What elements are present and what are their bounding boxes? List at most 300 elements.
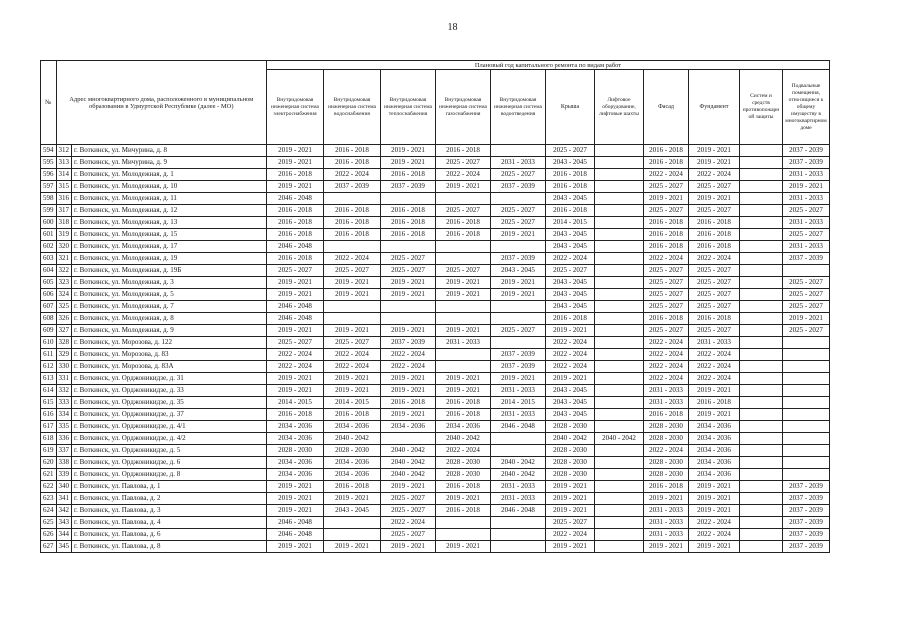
row-year-cell: 2022 - 2024 [546, 337, 595, 349]
row-year-cell: 2031 - 2033 [783, 169, 830, 181]
row-year-cell: 2031 - 2033 [644, 505, 689, 517]
row-year-cell: 2016 - 2018 [436, 229, 491, 241]
row-year-cell: 2037 - 2039 [783, 517, 830, 529]
row-address: г. Воткинск, ул. Молодежная, д. 12 [72, 205, 267, 217]
row-year-cell [740, 397, 783, 409]
table-row [41, 349, 830, 361]
row-year-cell: 2037 - 2039 [381, 337, 436, 349]
row-year-cell: 2031 - 2033 [783, 241, 830, 253]
row-year-cell: 2022 - 2024 [267, 361, 324, 373]
row-year-cell [595, 349, 644, 361]
row-number: 623 [41, 493, 57, 505]
row-year-cell: 2019 - 2021 [436, 325, 491, 337]
row-year-cell: 2025 - 2027 [491, 325, 546, 337]
row-year-cell: 2019 - 2021 [783, 313, 830, 325]
row-address: г. Воткинск, ул. Молодежная, д. 1 [72, 169, 267, 181]
row-year-cell: 2025 - 2027 [783, 277, 830, 289]
row-year-cell: 2034 - 2036 [689, 457, 740, 469]
row-year-cell: 2016 - 2018 [436, 397, 491, 409]
row-year-cell: 2043 - 2045 [491, 265, 546, 277]
row-year-cell: 2019 - 2021 [381, 277, 436, 289]
row-year-cell: 2019 - 2021 [324, 541, 381, 553]
row-year-cell: 2043 - 2045 [546, 397, 595, 409]
row-year-cell [491, 529, 546, 541]
row-mo-number: 326 [56, 313, 72, 325]
row-year-cell: 2046 - 2048 [267, 517, 324, 529]
row-number: 601 [41, 229, 57, 241]
row-year-cell: 2040 - 2042 [381, 445, 436, 457]
row-year-cell [740, 409, 783, 421]
row-year-cell [436, 313, 491, 325]
row-address: г. Воткинск, ул. Морозова, д. 83А [72, 361, 267, 373]
row-address: г. Воткинск, ул. Орджоникидзе, д. 8 [72, 469, 267, 481]
row-mo-number: 334 [56, 409, 72, 421]
table-row [41, 277, 830, 289]
row-year-cell: 2031 - 2033 [689, 337, 740, 349]
row-year-cell [783, 397, 830, 409]
row-year-cell [740, 157, 783, 169]
row-year-cell: 2025 - 2027 [644, 325, 689, 337]
row-year-cell [740, 445, 783, 457]
row-year-cell: 2031 - 2033 [644, 517, 689, 529]
row-year-cell [740, 229, 783, 241]
row-year-cell: 2025 - 2027 [381, 505, 436, 517]
row-year-cell: 2016 - 2018 [436, 505, 491, 517]
row-year-cell: 2040 - 2042 [381, 457, 436, 469]
row-number: 625 [41, 517, 57, 529]
row-year-cell: 2016 - 2018 [689, 217, 740, 229]
row-number: 599 [41, 205, 57, 217]
row-year-cell: 2025 - 2027 [324, 265, 381, 277]
row-year-cell: 2031 - 2033 [491, 493, 546, 505]
header-col-water-supply: Внутридомовая инженерная система водоснабжения [324, 70, 381, 145]
row-year-cell: 2046 - 2048 [491, 421, 546, 433]
row-year-cell: 2019 - 2021 [689, 145, 740, 157]
table-row [41, 505, 830, 517]
row-year-cell: 2022 - 2024 [381, 349, 436, 361]
row-address: г. Воткинск, ул. Молодежная, д. 11 [72, 193, 267, 205]
row-year-cell: 2043 - 2045 [546, 385, 595, 397]
row-mo-number: 317 [56, 205, 72, 217]
row-year-cell: 2028 - 2030 [546, 469, 595, 481]
row-year-cell: 2019 - 2021 [267, 277, 324, 289]
row-address: г. Воткинск, ул. Павлова, д. 6 [72, 529, 267, 541]
row-year-cell: 2016 - 2018 [381, 169, 436, 181]
row-year-cell: 2019 - 2021 [267, 385, 324, 397]
row-year-cell [740, 337, 783, 349]
row-year-cell [381, 193, 436, 205]
row-number: 607 [41, 301, 57, 313]
row-year-cell [491, 313, 546, 325]
row-year-cell: 2022 - 2024 [689, 349, 740, 361]
table-row [41, 289, 830, 301]
row-year-cell [595, 289, 644, 301]
row-year-cell [740, 361, 783, 373]
row-year-cell: 2031 - 2033 [644, 397, 689, 409]
row-address: г. Воткинск, ул. Павлова, д. 1 [72, 481, 267, 493]
table-row [41, 145, 830, 157]
row-number: 602 [41, 241, 57, 253]
row-number: 616 [41, 409, 57, 421]
row-year-cell: 2019 - 2021 [491, 277, 546, 289]
row-year-cell: 2016 - 2018 [689, 241, 740, 253]
row-year-cell: 2019 - 2021 [491, 229, 546, 241]
row-year-cell: 2016 - 2018 [267, 217, 324, 229]
row-year-cell: 2022 - 2024 [436, 169, 491, 181]
row-year-cell: 2025 - 2027 [381, 493, 436, 505]
row-year-cell: 2016 - 2018 [436, 481, 491, 493]
row-year-cell [595, 397, 644, 409]
row-number: 613 [41, 373, 57, 385]
row-year-cell: 2025 - 2027 [783, 229, 830, 241]
row-year-cell: 2046 - 2048 [267, 313, 324, 325]
row-year-cell: 2016 - 2018 [644, 241, 689, 253]
row-year-cell: 2019 - 2021 [267, 493, 324, 505]
row-year-cell [491, 241, 546, 253]
header-col-gas: Внутридомовая инженерная система газоснабжения [436, 70, 491, 145]
row-year-cell [595, 493, 644, 505]
row-year-cell [595, 421, 644, 433]
row-year-cell: 2043 - 2045 [324, 505, 381, 517]
row-year-cell: 2016 - 2018 [324, 481, 381, 493]
row-address: г. Воткинск, ул. Молодежная, д. 13 [72, 217, 267, 229]
row-year-cell: 2022 - 2024 [644, 361, 689, 373]
header-col-roof: Крыша [546, 70, 595, 145]
row-year-cell: 2031 - 2033 [491, 481, 546, 493]
row-year-cell: 2022 - 2024 [689, 253, 740, 265]
row-year-cell [740, 433, 783, 445]
row-year-cell: 2034 - 2036 [381, 421, 436, 433]
row-year-cell: 2025 - 2027 [436, 265, 491, 277]
row-year-cell: 2019 - 2021 [689, 409, 740, 421]
header-address: Адрес многоквартирного дома, расположенного в муниципальном образовании в Удмуртской Республике (далее - МО) [56, 61, 267, 145]
row-year-cell: 2040 - 2042 [436, 433, 491, 445]
row-year-cell: 2016 - 2018 [324, 145, 381, 157]
row-year-cell [595, 445, 644, 457]
row-year-cell: 2040 - 2042 [324, 433, 381, 445]
row-number: 617 [41, 421, 57, 433]
row-year-cell [595, 241, 644, 253]
row-mo-number: 314 [56, 169, 72, 181]
row-year-cell: 2016 - 2018 [324, 229, 381, 241]
table-row [41, 205, 830, 217]
row-year-cell: 2034 - 2036 [689, 433, 740, 445]
row-number: 598 [41, 193, 57, 205]
row-year-cell: 2019 - 2021 [436, 541, 491, 553]
row-year-cell: 2037 - 2039 [491, 253, 546, 265]
row-year-cell [595, 301, 644, 313]
row-year-cell: 2022 - 2024 [644, 349, 689, 361]
header-col-heating: Внутридомовая инженерная система теплоснабжения [381, 70, 436, 145]
row-number: 595 [41, 157, 57, 169]
row-address: г. Воткинск, ул. Павлова, д. 2 [72, 493, 267, 505]
row-year-cell [783, 445, 830, 457]
row-year-cell: 2025 - 2027 [644, 289, 689, 301]
row-year-cell: 2025 - 2027 [324, 337, 381, 349]
row-mo-number: 318 [56, 217, 72, 229]
row-year-cell: 2019 - 2021 [324, 325, 381, 337]
row-year-cell [740, 529, 783, 541]
row-year-cell: 2022 - 2024 [546, 253, 595, 265]
row-year-cell [740, 265, 783, 277]
row-number: 596 [41, 169, 57, 181]
row-year-cell: 2034 - 2036 [689, 469, 740, 481]
row-address: г. Воткинск, ул. Орджоникидзе, д. 4/1 [72, 421, 267, 433]
row-number: 611 [41, 349, 57, 361]
row-year-cell: 2025 - 2027 [546, 265, 595, 277]
row-year-cell: 2016 - 2018 [267, 229, 324, 241]
row-year-cell [324, 193, 381, 205]
row-year-cell [740, 181, 783, 193]
row-year-cell: 2019 - 2021 [267, 325, 324, 337]
row-year-cell: 2025 - 2027 [644, 181, 689, 193]
row-year-cell [324, 529, 381, 541]
row-year-cell: 2028 - 2030 [644, 421, 689, 433]
row-year-cell [324, 301, 381, 313]
row-year-cell [491, 337, 546, 349]
row-year-cell: 2025 - 2027 [644, 265, 689, 277]
row-address: г. Воткинск, ул. Мичурина, д. 8 [72, 145, 267, 157]
row-year-cell: 2034 - 2036 [267, 457, 324, 469]
row-year-cell: 2019 - 2021 [689, 493, 740, 505]
row-year-cell [436, 529, 491, 541]
row-year-cell [740, 145, 783, 157]
row-year-cell: 2022 - 2024 [436, 445, 491, 457]
row-year-cell: 2014 - 2015 [491, 397, 546, 409]
row-number: 600 [41, 217, 57, 229]
row-year-cell: 2016 - 2018 [546, 169, 595, 181]
row-year-cell [595, 325, 644, 337]
row-year-cell: 2037 - 2039 [783, 481, 830, 493]
row-address: г. Воткинск, ул. Павлова, д. 3 [72, 505, 267, 517]
row-year-cell: 2040 - 2042 [595, 433, 644, 445]
row-year-cell: 2025 - 2027 [783, 205, 830, 217]
row-year-cell [381, 301, 436, 313]
row-year-cell: 2037 - 2039 [324, 181, 381, 193]
row-address: г. Воткинск, ул. Молодежная, д. 15 [72, 229, 267, 241]
row-year-cell: 2019 - 2021 [267, 157, 324, 169]
row-mo-number: 319 [56, 229, 72, 241]
row-year-cell [595, 337, 644, 349]
row-year-cell: 2016 - 2018 [267, 205, 324, 217]
row-year-cell: 2037 - 2039 [783, 253, 830, 265]
row-year-cell [783, 433, 830, 445]
row-year-cell: 2025 - 2027 [689, 181, 740, 193]
row-number: 618 [41, 433, 57, 445]
row-year-cell [324, 313, 381, 325]
row-year-cell [595, 253, 644, 265]
row-year-cell: 2025 - 2027 [689, 277, 740, 289]
row-address: г. Воткинск, ул. Молодежная, д. 9 [72, 325, 267, 337]
row-year-cell: 2016 - 2018 [381, 229, 436, 241]
row-year-cell: 2037 - 2039 [491, 181, 546, 193]
row-address: г. Воткинск, ул. Молодежная, д. 7 [72, 301, 267, 313]
header-plan-group: Плановый год капитального ремонта по видам работ [267, 61, 830, 70]
table-row [41, 373, 830, 385]
row-year-cell: 2028 - 2030 [546, 445, 595, 457]
row-year-cell: 2022 - 2024 [324, 349, 381, 361]
row-year-cell: 2019 - 2021 [689, 157, 740, 169]
row-number: 624 [41, 505, 57, 517]
row-year-cell: 2031 - 2033 [491, 409, 546, 421]
row-year-cell: 2016 - 2018 [381, 397, 436, 409]
row-year-cell [491, 433, 546, 445]
row-mo-number: 322 [56, 265, 72, 277]
row-mo-number: 325 [56, 301, 72, 313]
row-year-cell [740, 313, 783, 325]
row-year-cell [595, 193, 644, 205]
row-year-cell [740, 193, 783, 205]
row-year-cell: 2040 - 2042 [381, 469, 436, 481]
row-year-cell: 2019 - 2021 [491, 289, 546, 301]
row-number: 606 [41, 289, 57, 301]
row-year-cell [595, 373, 644, 385]
row-year-cell [436, 517, 491, 529]
row-year-cell: 2025 - 2027 [783, 301, 830, 313]
row-year-cell [491, 445, 546, 457]
row-year-cell [740, 217, 783, 229]
row-number: 609 [41, 325, 57, 337]
row-address: г. Воткинск, ул. Молодежная, д. 5 [72, 289, 267, 301]
table-row [41, 541, 830, 553]
row-year-cell [595, 157, 644, 169]
row-year-cell: 2019 - 2021 [689, 481, 740, 493]
row-year-cell: 2022 - 2024 [644, 373, 689, 385]
row-year-cell: 2019 - 2021 [546, 325, 595, 337]
row-year-cell: 2025 - 2027 [644, 205, 689, 217]
row-address: г. Воткинск, ул. Павлова, д. 4 [72, 517, 267, 529]
row-year-cell: 2037 - 2039 [783, 505, 830, 517]
capital-repair-table [40, 60, 830, 553]
row-year-cell: 2019 - 2021 [324, 289, 381, 301]
row-year-cell: 2028 - 2030 [644, 433, 689, 445]
row-year-cell: 2028 - 2030 [324, 445, 381, 457]
row-mo-number: 336 [56, 433, 72, 445]
row-year-cell: 2031 - 2033 [436, 337, 491, 349]
row-year-cell: 2016 - 2018 [436, 217, 491, 229]
row-year-cell: 2016 - 2018 [324, 157, 381, 169]
row-year-cell [740, 253, 783, 265]
row-year-cell: 2016 - 2018 [324, 217, 381, 229]
row-year-cell: 2028 - 2030 [644, 457, 689, 469]
table-row [41, 529, 830, 541]
row-year-cell: 2019 - 2021 [324, 493, 381, 505]
table-row [41, 517, 830, 529]
row-year-cell: 2019 - 2021 [267, 181, 324, 193]
row-year-cell: 2016 - 2018 [644, 217, 689, 229]
row-year-cell [595, 205, 644, 217]
row-year-cell: 2022 - 2024 [644, 169, 689, 181]
row-year-cell: 2025 - 2027 [491, 217, 546, 229]
row-year-cell [740, 289, 783, 301]
row-year-cell: 2016 - 2018 [644, 157, 689, 169]
row-year-cell: 2019 - 2021 [491, 373, 546, 385]
row-year-cell: 2046 - 2048 [267, 193, 324, 205]
row-number: 605 [41, 277, 57, 289]
row-year-cell [324, 241, 381, 253]
row-year-cell: 2019 - 2021 [436, 181, 491, 193]
row-mo-number: 332 [56, 385, 72, 397]
row-mo-number: 338 [56, 457, 72, 469]
row-year-cell: 2019 - 2021 [267, 505, 324, 517]
table-row [41, 445, 830, 457]
row-year-cell [740, 277, 783, 289]
row-year-cell: 2022 - 2024 [689, 373, 740, 385]
row-number: 594 [41, 145, 57, 157]
row-year-cell: 2019 - 2021 [689, 385, 740, 397]
row-year-cell: 2037 - 2039 [491, 361, 546, 373]
row-year-cell: 2019 - 2021 [689, 541, 740, 553]
row-year-cell [783, 469, 830, 481]
row-address: г. Воткинск, ул. Морозова, д. 122 [72, 337, 267, 349]
row-year-cell: 2028 - 2030 [436, 469, 491, 481]
row-address: г. Воткинск, ул. Павлова, д. 8 [72, 541, 267, 553]
row-year-cell: 2019 - 2021 [381, 145, 436, 157]
table-row [41, 325, 830, 337]
row-year-cell [595, 169, 644, 181]
row-year-cell: 2043 - 2045 [546, 409, 595, 421]
row-year-cell [783, 373, 830, 385]
row-year-cell: 2034 - 2036 [267, 421, 324, 433]
row-year-cell: 2043 - 2045 [546, 301, 595, 313]
row-year-cell: 2037 - 2039 [381, 181, 436, 193]
row-year-cell: 2022 - 2024 [546, 349, 595, 361]
row-year-cell: 2019 - 2021 [436, 493, 491, 505]
row-year-cell: 2037 - 2039 [491, 349, 546, 361]
row-mo-number: 342 [56, 505, 72, 517]
table-row [41, 229, 830, 241]
row-year-cell: 2046 - 2048 [491, 505, 546, 517]
row-year-cell: 2034 - 2036 [324, 421, 381, 433]
row-year-cell [595, 265, 644, 277]
row-mo-number: 320 [56, 241, 72, 253]
row-year-cell [783, 361, 830, 373]
row-year-cell: 2022 - 2024 [324, 169, 381, 181]
table-row [41, 313, 830, 325]
row-address: г. Воткинск, ул. Орджоникидзе, д. 37 [72, 409, 267, 421]
header-col-fire-protection: Систем и средств противопожарн ой защиты [740, 70, 783, 145]
row-year-cell [740, 421, 783, 433]
row-mo-number: 315 [56, 181, 72, 193]
row-year-cell [740, 493, 783, 505]
row-year-cell: 2016 - 2018 [689, 313, 740, 325]
table-row [41, 397, 830, 409]
row-year-cell [740, 349, 783, 361]
row-mo-number: 333 [56, 397, 72, 409]
row-year-cell: 2037 - 2039 [783, 493, 830, 505]
row-year-cell: 2019 - 2021 [546, 481, 595, 493]
row-year-cell [436, 301, 491, 313]
row-year-cell: 2019 - 2021 [381, 481, 436, 493]
row-year-cell: 2019 - 2021 [436, 373, 491, 385]
row-year-cell: 2019 - 2021 [267, 289, 324, 301]
header-col-facade: Фасад [644, 70, 689, 145]
row-year-cell [595, 229, 644, 241]
table-row [41, 265, 830, 277]
table-row [41, 361, 830, 373]
header-col-electricity: Внутридомовая инженерная система электроснабжения [267, 70, 324, 145]
header-col-foundation: Фундамент [689, 70, 740, 145]
row-year-cell: 2034 - 2036 [689, 421, 740, 433]
row-year-cell: 2016 - 2018 [267, 253, 324, 265]
row-year-cell [491, 541, 546, 553]
row-year-cell: 2025 - 2027 [783, 325, 830, 337]
row-year-cell: 2016 - 2018 [267, 409, 324, 421]
row-year-cell: 2022 - 2024 [546, 529, 595, 541]
row-mo-number: 341 [56, 493, 72, 505]
row-mo-number: 331 [56, 373, 72, 385]
row-year-cell [436, 193, 491, 205]
